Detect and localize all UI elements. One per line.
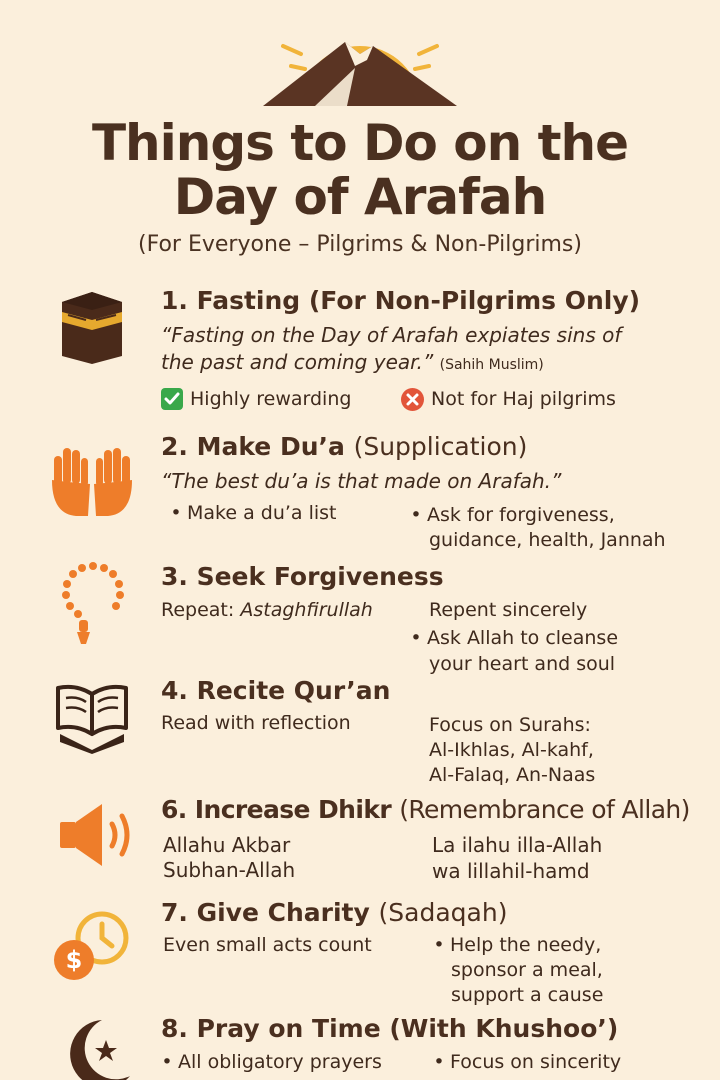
forgiveness-repeat-label: Repeat: [161, 599, 235, 621]
dua-item-1-text: Make a du’a list [187, 502, 337, 524]
dua-quote: “The best du’a is that made on Arafah.” [161, 469, 562, 493]
prayer-item-1-text: All obligatory prayers [178, 1051, 382, 1073]
forgiveness-item-1: Repent sincerely [429, 599, 588, 621]
fasting-quote-text: the past and coming year.” [161, 350, 434, 374]
quran-item-2-line-3: Al-Falaq, An-Naas [429, 764, 596, 786]
charity-item-2-line-3: support a cause [451, 984, 604, 1006]
section-title-dua [161, 432, 527, 461]
dhikr-right-line-1: La ilahu illa-Allah [432, 833, 603, 857]
section-title-forgiveness: 3. Seek Forgiveness [161, 562, 444, 591]
quran-book-icon [52, 682, 132, 754]
coin-clock-icon [52, 906, 132, 982]
dua-title-light: (Supplication) [353, 432, 528, 461]
crescent-star-icon [54, 1014, 134, 1080]
prayer-beads-icon [60, 562, 126, 646]
dua-item-2 [405, 502, 615, 528]
dua-item-2-text: Ask for forgiveness, [427, 504, 615, 526]
fasting-source: (Sahih Muslim) [439, 357, 544, 373]
forgiveness-item-2 [405, 625, 618, 651]
charity-item-1: Even small acts count [163, 934, 372, 956]
svg-text:$: $ [65, 946, 83, 974]
section-title-fasting: 1. Fasting (For Non-Pilgrims Only) [161, 286, 641, 315]
page-subtitle: (For Everyone – Pilgrims & Non-Pilgrims) [138, 232, 582, 257]
kaaba-icon [56, 290, 128, 366]
prayer-item-2 [428, 1049, 621, 1075]
section-title-charity [161, 898, 507, 927]
forgiveness-item-2-cont: your heart and soul [429, 653, 616, 675]
speaker-icon [58, 800, 136, 870]
charity-item-2-line-2: sponsor a meal, [451, 959, 603, 981]
dua-item-1 [165, 500, 337, 526]
prayer-item-1 [156, 1049, 382, 1075]
dhikr-right-line-2: wa lillahil-hamd [432, 859, 590, 883]
fasting-pro: Highly rewarding [190, 388, 352, 410]
charity-item-2-text: Help the needy, [450, 934, 602, 956]
dua-title-bold: 2. Make Du’a [161, 432, 345, 461]
prayer-item-2-text: Focus on sincerity [450, 1051, 622, 1073]
dua-item-2-cont: guidance, health, Jannah [429, 529, 666, 551]
mountain-sun-icon [255, 14, 465, 108]
cross-icon [401, 388, 424, 411]
check-icon [161, 388, 183, 410]
quran-item-2-line-1: Focus on Surahs: [429, 714, 591, 736]
charity-title-light: (Sadaqah) [378, 898, 508, 927]
forgiveness-item-2-text: Ask Allah to cleanse [427, 627, 619, 649]
section-title-quran: 4. Recite Qur’an [161, 676, 391, 705]
fasting-con: Not for Haj pilgrims [431, 388, 616, 410]
dhikr-title-light: (Remembrance of Allah) [399, 795, 690, 824]
quran-item-1: Read with reflection [161, 712, 351, 734]
page-title-line-2: Day of Arafah [173, 168, 547, 226]
section-title-dhikr [161, 795, 690, 824]
fasting-quote-line-2 [161, 349, 544, 379]
charity-title-bold: 7. Give Charity [161, 898, 370, 927]
fasting-quote-line-1: “Fasting on the Day of Arafah expiates sins of [161, 323, 622, 347]
dhikr-title-bold: 6. Increase Dhikr [161, 795, 392, 824]
quran-item-2-line-2: Al-Ikhlas, Al-kahf, [429, 739, 594, 761]
forgiveness-repeat [161, 597, 373, 623]
page-title-line-1: Things to Do on the [91, 114, 629, 172]
section-title-prayer: 8. Pray on Time (With Khushoo’) [161, 1014, 619, 1043]
forgiveness-repeat-word: Astaghfirullah [240, 599, 373, 621]
charity-item-2 [428, 932, 601, 958]
dhikr-left-line-1: Allahu Akbar [163, 833, 291, 857]
praying-hands-icon [48, 444, 136, 518]
dhikr-left-line-2: Subhan-Allah [163, 858, 296, 882]
